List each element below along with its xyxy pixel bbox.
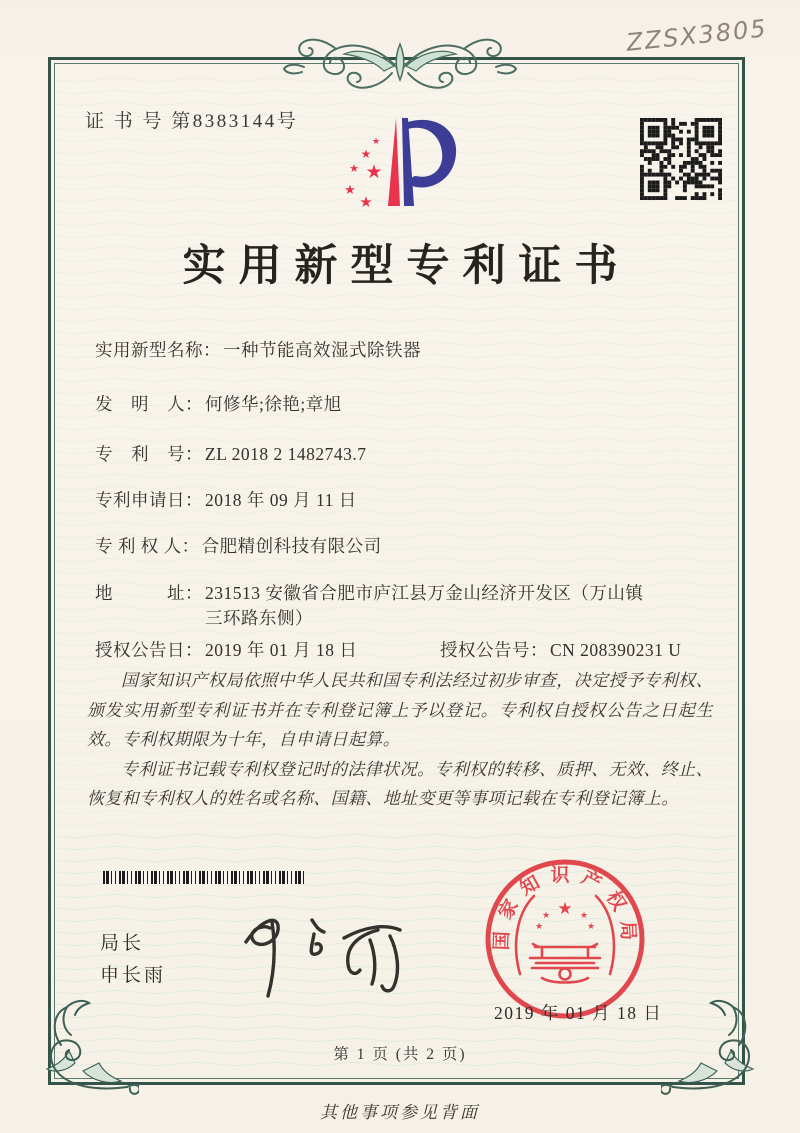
field-label: 实用新型名称：	[95, 340, 221, 360]
logo-star: ★	[360, 147, 372, 161]
logo-star: ★	[359, 193, 373, 211]
seal-star: ★	[534, 922, 544, 932]
field-row-patentee	[95, 533, 382, 558]
address-line-1: 231513 安徽省合肥市庐江县万金山经济开发区（万山镇	[205, 583, 644, 603]
officer-name: 申长雨	[100, 965, 167, 986]
field-value: 一种节能高效湿式除铁器	[223, 340, 421, 360]
seal-ring-text: 国家知识产权局	[491, 865, 639, 951]
officer-title: 局长	[100, 933, 145, 954]
field-value: 2018 年 09 月 11 日	[205, 490, 357, 510]
logo-star: ★	[349, 162, 359, 175]
top-ornament-icon	[270, 30, 530, 104]
field-row-patent-no	[95, 441, 366, 466]
seal-star: ★	[541, 911, 551, 921]
logo-star: ★	[365, 161, 383, 183]
field-row-inventors	[95, 391, 342, 416]
address-line-2: 三环路东侧）	[205, 608, 313, 628]
field-label: 专 利 权 人：	[95, 536, 200, 556]
logo-star: ★	[344, 183, 356, 198]
field-row-grant-date	[95, 637, 357, 662]
logo-star: ★	[371, 137, 381, 147]
field-label: 地 址：	[95, 583, 203, 603]
field-label: 授权公告日：	[95, 640, 203, 660]
seal-star: ★	[557, 899, 573, 919]
field-row-name	[95, 337, 421, 362]
field-label: 专利申请日：	[95, 490, 203, 510]
field-row-grant-no	[440, 637, 681, 662]
seal-star: ★	[579, 911, 589, 921]
legal-paragraph-1: 国家知识产权局依照中华人民共和国专利法经过初步审查，决定授予专利权、颁发实用新型专利证书并在专利登记簿上予以登记。专利权自授权公告之日起生效。专利权期限为十年，自申请日起算。	[87, 671, 713, 749]
certificate-number: 证 书 号 第8383144号	[85, 111, 299, 132]
field-value: 何修华;徐艳;章旭	[205, 394, 342, 414]
barcode-icon	[103, 871, 304, 884]
field-row-address	[95, 580, 643, 630]
field-value: ZL 2018 2 1482743.7	[205, 444, 367, 464]
seal-date: 2019 年 01 月 18 日	[494, 1003, 663, 1023]
legal-paragraph-2: 专利证书记载专利权登记时的法律状况。专利权的转移、质押、无效、终止、恢复和专利权人的姓名或名称、国籍、地址变更等事项记载在专利登记簿上。	[87, 759, 713, 808]
field-value: 2019 年 01 月 18 日	[205, 640, 358, 660]
signature-icon	[228, 900, 418, 1002]
handwritten-code: ZZSX3805	[625, 14, 769, 57]
certificate-title: 实用新型专利证书	[182, 243, 631, 290]
cnipa-logo-icon	[336, 110, 476, 218]
field-label: 发 明 人：	[95, 394, 203, 414]
qr-code-icon	[640, 118, 722, 200]
field-label: 授权公告号：	[440, 640, 548, 660]
back-note: 其他事项参见背面	[320, 1103, 480, 1122]
legal-text	[87, 666, 713, 814]
field-label: 专 利 号：	[95, 444, 203, 464]
field-row-filing-date	[95, 487, 357, 512]
seal-star: ★	[586, 922, 596, 932]
field-value: 合肥精创科技有限公司	[201, 536, 382, 556]
field-value	[205, 580, 643, 630]
page-indicator: 第 1 页 (共 2 页)	[333, 1046, 467, 1063]
field-value: CN 208390231 U	[550, 640, 682, 660]
